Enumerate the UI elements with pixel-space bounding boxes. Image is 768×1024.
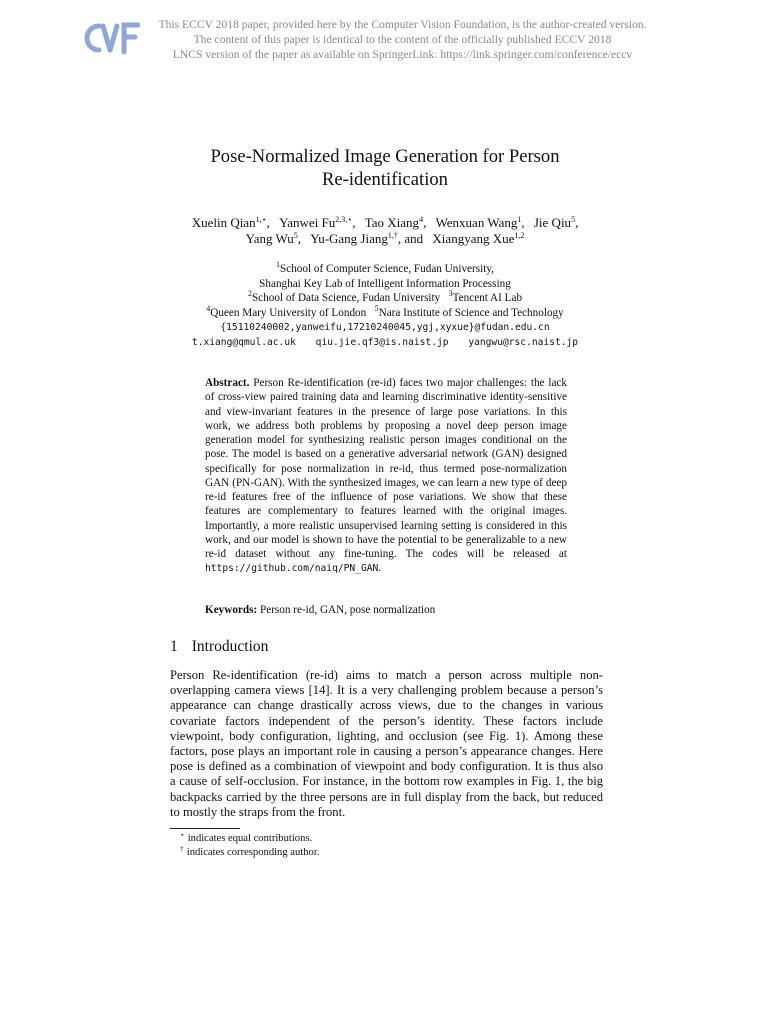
footnote-rule: [170, 828, 240, 829]
author-name: Yang Wu: [245, 231, 294, 246]
affiliation-4-5: [150, 306, 620, 321]
header-notice: [150, 17, 655, 63]
author-name: Yanwei Fu: [279, 215, 336, 230]
author: Wenxuan Wang$^1$,: [435, 215, 525, 230]
header-line-1: This ECCV 2018 paper, provided here by the Computer Vision Foundation, is the author-created version.: [158, 18, 647, 31]
author-name: Jie Qiu: [533, 215, 572, 230]
abstract: [205, 376, 567, 577]
aff-sup: 1: [276, 260, 280, 269]
abstract-end: .: [378, 562, 382, 575]
author-name: Xiangyang Xue: [432, 231, 515, 246]
email: qiu.jie.qf3@is.naist.jp: [315, 336, 449, 348]
affiliation-1-line-2: Shanghai Key Lab of Intelligent Information Processing: [259, 277, 511, 290]
aff-text: School of Computer Science, Fudan University,: [280, 263, 494, 275]
paper-title: [150, 145, 620, 191]
affiliations: [150, 262, 620, 350]
author-sup: 5: [571, 215, 576, 224]
email-line-2: [150, 336, 620, 351]
code-url-link[interactable]: https://github.com/naiq/PN_GAN: [205, 563, 379, 575]
aff-text: Nara Institute of Science and Technology: [378, 307, 564, 320]
keywords-label: Keywords:: [205, 604, 258, 616]
keywords: [205, 603, 567, 617]
footnote-text: indicates corresponding author.: [186, 847, 320, 858]
email-line-1: {15110240002,yanweifu,17210240045,ygj,xyxue}@fudan.edu.cn: [220, 321, 550, 333]
author-sup: 5: [293, 231, 298, 240]
author: Xuelin Qian$^{1,⋆}$,: [191, 215, 270, 230]
author-list: [150, 215, 620, 247]
author-and: and: [404, 231, 424, 246]
abstract-label: Abstract.: [205, 377, 250, 389]
author: Yu-Gang Jiang$^{1,\dagger}$, and: [310, 231, 424, 246]
title-line-2: Re-identification: [322, 169, 448, 190]
email: t.xiang@qmul.ac.uk: [191, 336, 296, 348]
cvf-logo: [84, 20, 140, 56]
footnote-text: indicates equal contributions.: [187, 833, 313, 844]
abstract-text: Person Re-identification (re-id) faces two major challenges: the lack of cross-view paired training data and learning discriminative identity-sensitive and view-invariant features in the presence of large pose variations. In this work, we address both problems by proposing a novel deep person image generation model for synthesizing realistic person images conditional on the pose. The model is based on a generative adversarial network (GAN) designed specifically for pose normalization in re-id, thus termed pose-normalization GAN (PN-GAN). With the synthesized images, we can learn a new type of deep re-id features free of the influence of pose variations. We show that these features are complementary to features learned with the original images. Importantly, a more realistic unsupervised learning setting is considered in this work, and our model is shown to have the potential to be generalizable to a new re-id dataset without any fine-tuning. The codes will be released at: [205, 377, 567, 560]
email: yangwu@rsc.naist.jp: [468, 336, 579, 348]
author-sup: 1,†: [387, 231, 398, 240]
aff-text: Queen Mary University of London: [210, 307, 367, 320]
title-line-1: Pose-Normalized Image Generation for Person: [210, 146, 560, 167]
author-sup: 1,2: [514, 231, 525, 240]
footnote: [180, 846, 600, 860]
intro-paragraph: Person Re-identification (re-id) aims to match a person across multiple non-overlapping camera views [14]. It is a very challenging problem because a person’s appearance can change drastically across views, due to the changes in various covariate factors independent of the person’s identity. These factors include viewpoint, body configuration, lighting, and occlusion (see Fig. 1). Among these factors, pose plays an important role in causing a person’s appearance changes. Here pose is defined as a combination of viewpoint and body configuration. It is thus also a cause of self-occlusion. For instance, in the bottom row examples in Fig. 1, the big backpacks carried by the three persons are in full display from the back, but reduced to mostly the straps from the front.: [170, 668, 603, 819]
author: Yang Wu$^5$,: [245, 231, 301, 246]
author: Tao Xiang$^4$,: [364, 215, 427, 230]
author-name: Yu-Gang Jiang: [310, 231, 388, 246]
footnotes: [180, 832, 600, 860]
author-name: Wenxuan Wang: [435, 215, 518, 230]
author-sup: 4: [419, 215, 424, 224]
author-sup: 1,⋆: [255, 215, 267, 224]
aff-text: School of Data Science, Fudan University: [251, 292, 441, 305]
author-sup: 2,3,⋆: [335, 215, 353, 224]
author-name: Xuelin Qian: [191, 215, 256, 230]
aff-text: Tencent AI Lab: [452, 292, 523, 305]
aff-sup: 4: [206, 304, 211, 314]
footnote-mark: †: [180, 844, 184, 853]
author: Jie Qiu$^5$,: [533, 215, 579, 230]
footnote: [180, 832, 600, 846]
author-sup: 1: [517, 215, 522, 224]
keywords-text: Person re-id, GAN, pose normalization: [260, 604, 436, 616]
affiliation-1: [150, 262, 620, 277]
affiliation-2-3: [150, 291, 620, 306]
aff-sup: 3: [448, 289, 453, 299]
author: [432, 231, 524, 246]
author-name: Tao Xiang: [364, 215, 420, 230]
author: Yanwei $Fu^{2,3,⋆}$,: [279, 215, 356, 230]
section-heading: [170, 638, 268, 656]
section-number: 1: [170, 638, 178, 655]
aff-sup: 5: [374, 304, 379, 314]
section-title: Introduction: [191, 638, 269, 655]
header-line-2: The content of this paper is identical to the content of the officially published ECCV 2018: [193, 33, 612, 47]
cvf-logo-mark: [84, 20, 140, 56]
header-line-3: LNCS version of the paper as available on SpringerLink: https://link.springer.com/conference/eccv: [172, 48, 633, 62]
aff-sup: 2: [247, 289, 252, 299]
footnote-mark: ⋆: [180, 830, 185, 839]
